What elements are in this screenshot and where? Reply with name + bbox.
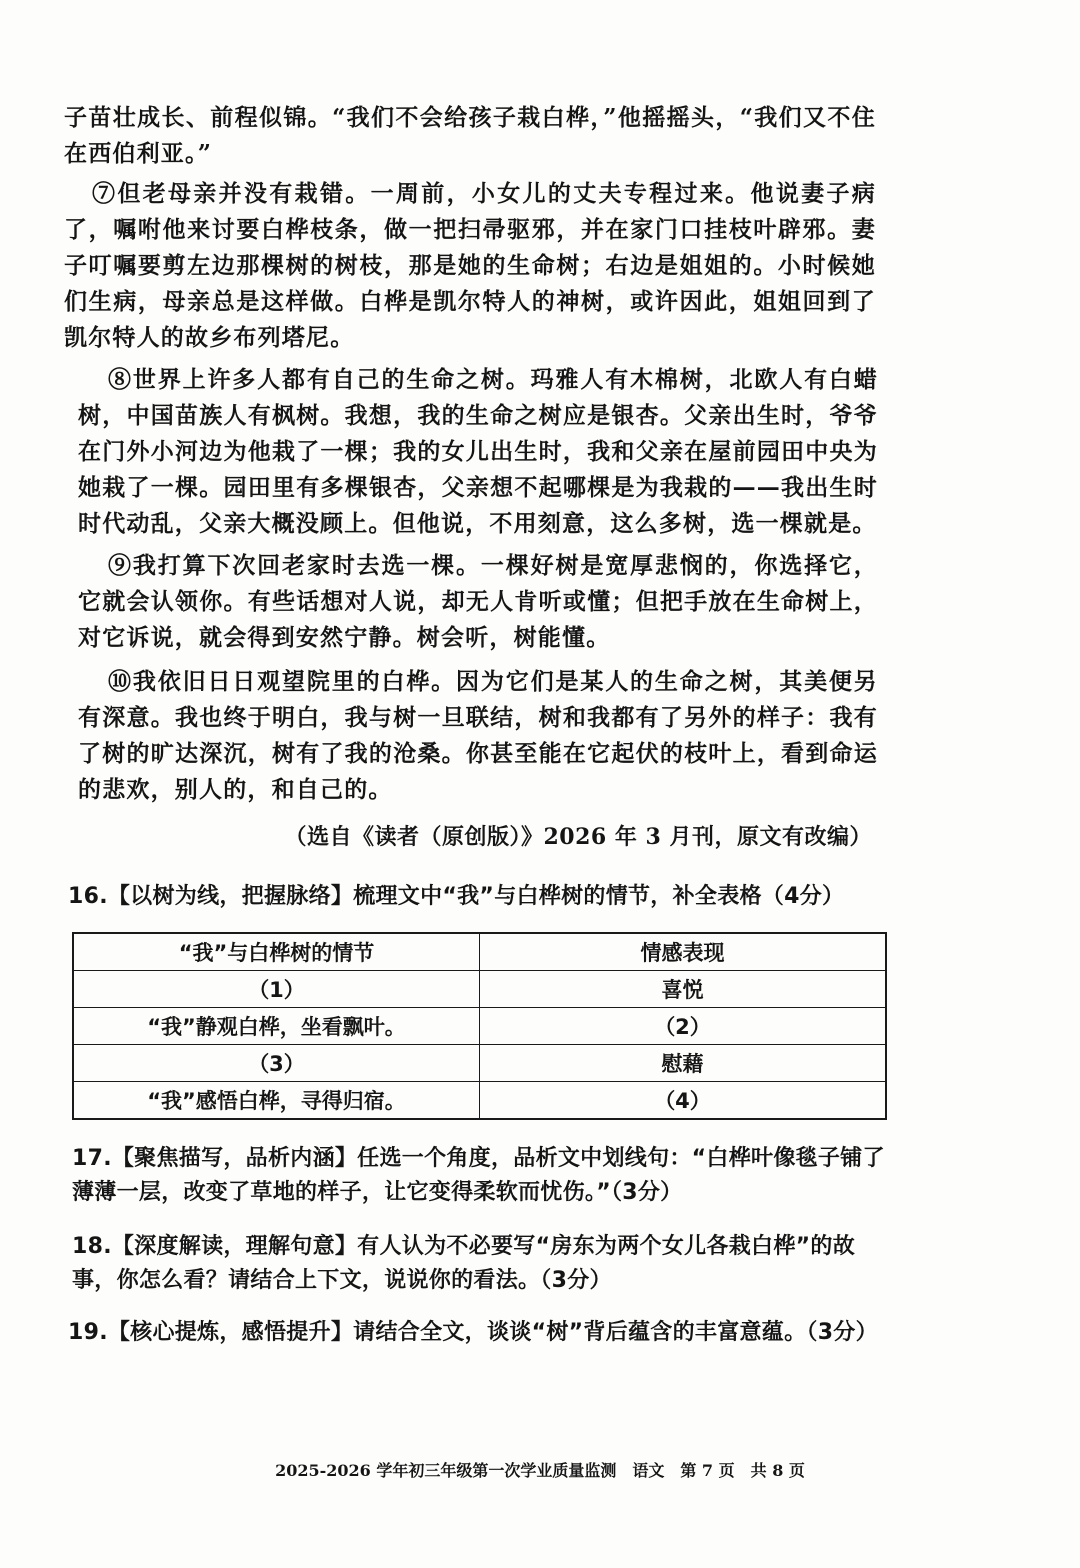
question-17: 17.【聚焦描写，品析内涵】任选一个角度，品析文中划线句：“白桦叶像毯子铺了薄薄一层，改变了草地的样子，让它变得柔软而忧伤。”（3分）	[72, 1146, 885, 1205]
question-16: 16.【以树为线，把握脉络】梳理文中“我”与白桦树的情节，补全表格（4分）	[68, 884, 845, 909]
paragraph-continued: 子苗壮成长、前程似锦。“我们不会给孩子栽白桦，”他摇摇头，“我们又不住在西伯利亚。”	[64, 104, 876, 167]
table-header-plot: “我”与白桦树的情节	[73, 933, 480, 971]
table-cell: （1）	[73, 971, 480, 1008]
table-cell: 喜悦	[480, 971, 887, 1008]
table-cell: 慰藉	[480, 1045, 887, 1082]
table-cell: “我”感悟白桦，寻得归宿。	[73, 1082, 480, 1120]
table-header-emotion: 情感表现	[480, 933, 887, 971]
table-row	[73, 1082, 886, 1120]
table-row	[73, 1008, 886, 1045]
table-cell: （3）	[73, 1045, 480, 1082]
passage-source: （选自《读者（原创版）》2026 年 3 月刊，原文有改编）	[284, 824, 872, 850]
table-row	[73, 971, 886, 1008]
paragraph-9: ⑨我打算下次回老家时去选一棵。一棵好树是宽厚悲悯的，你选择它，它就会认领你。有些话想对人说，却无人肯听或懂；但把手放在生命树上，对它诉说，就会得到安然宁静。树会听，树能懂。	[78, 552, 878, 651]
plot-table	[72, 932, 887, 1120]
table-cell: （4）	[480, 1082, 887, 1120]
paragraph-7: ⑦但老母亲并没有栽错。一周前，小女儿的丈夫专程过来。他说妻子病了，嘱咐他来讨要白桦枝条，做一把扫帚驱邪，并在家门口挂枝叶辟邪。妻子叮嘱要剪左边那棵树的树枝，那是她的生命树；右边是姐姐的。小时候她们生病，母亲总是这样做。白桦是凯尔特人的神树，或许因此，姐姐回到了凯尔特人的故乡布列塔尼。	[64, 180, 876, 351]
paragraph-8: ⑧世界上许多人都有自己的生命之树。玛雅人有木棉树，北欧人有白蜡树，中国苗族人有枫树。我想，我的生命之树应是银杏。父亲出生时，爷爷在门外小河边为他栽了一棵；我的女儿出生时，我和父亲在屋前园田中央为她栽了一棵。园田里有多棵银杏，父亲想不起哪棵是为我栽的——我出生时时代动乱，父亲大概没顾上。但他说，不用刻意，这么多树，选一棵就是。	[78, 366, 878, 537]
question-19: 19.【核心提炼，感悟提升】请结合全文，谈谈“树”背后蕴含的丰富意蕴。（3分）	[68, 1320, 878, 1345]
page-footer: 2025-2026 学年初三年级第一次学业质量监测 语文 第 7 页 共 8 页	[275, 1461, 805, 1480]
table-header-row	[73, 933, 886, 971]
table-cell: （2）	[480, 1008, 887, 1045]
question-18: 18.【深度解读，理解句意】有人认为不必要写“房东为两个女儿各栽白桦”的故事，你怎么看？请结合上下文，说说你的看法。（3分）	[72, 1234, 855, 1293]
paragraph-10: ⑩我依旧日日观望院里的白桦。因为它们是某人的生命之树，其美便另有深意。我也终于明白，我与树一旦联结，树和我都有了另外的样子：我有了树的旷达深沉，树有了我的沧桑。你甚至能在它起伏的枝叶上，看到命运的悲欢，别人的，和自己的。	[78, 668, 878, 803]
table-cell: “我”静观白桦，坐看飘叶。	[73, 1008, 480, 1045]
table-row	[73, 1045, 886, 1082]
